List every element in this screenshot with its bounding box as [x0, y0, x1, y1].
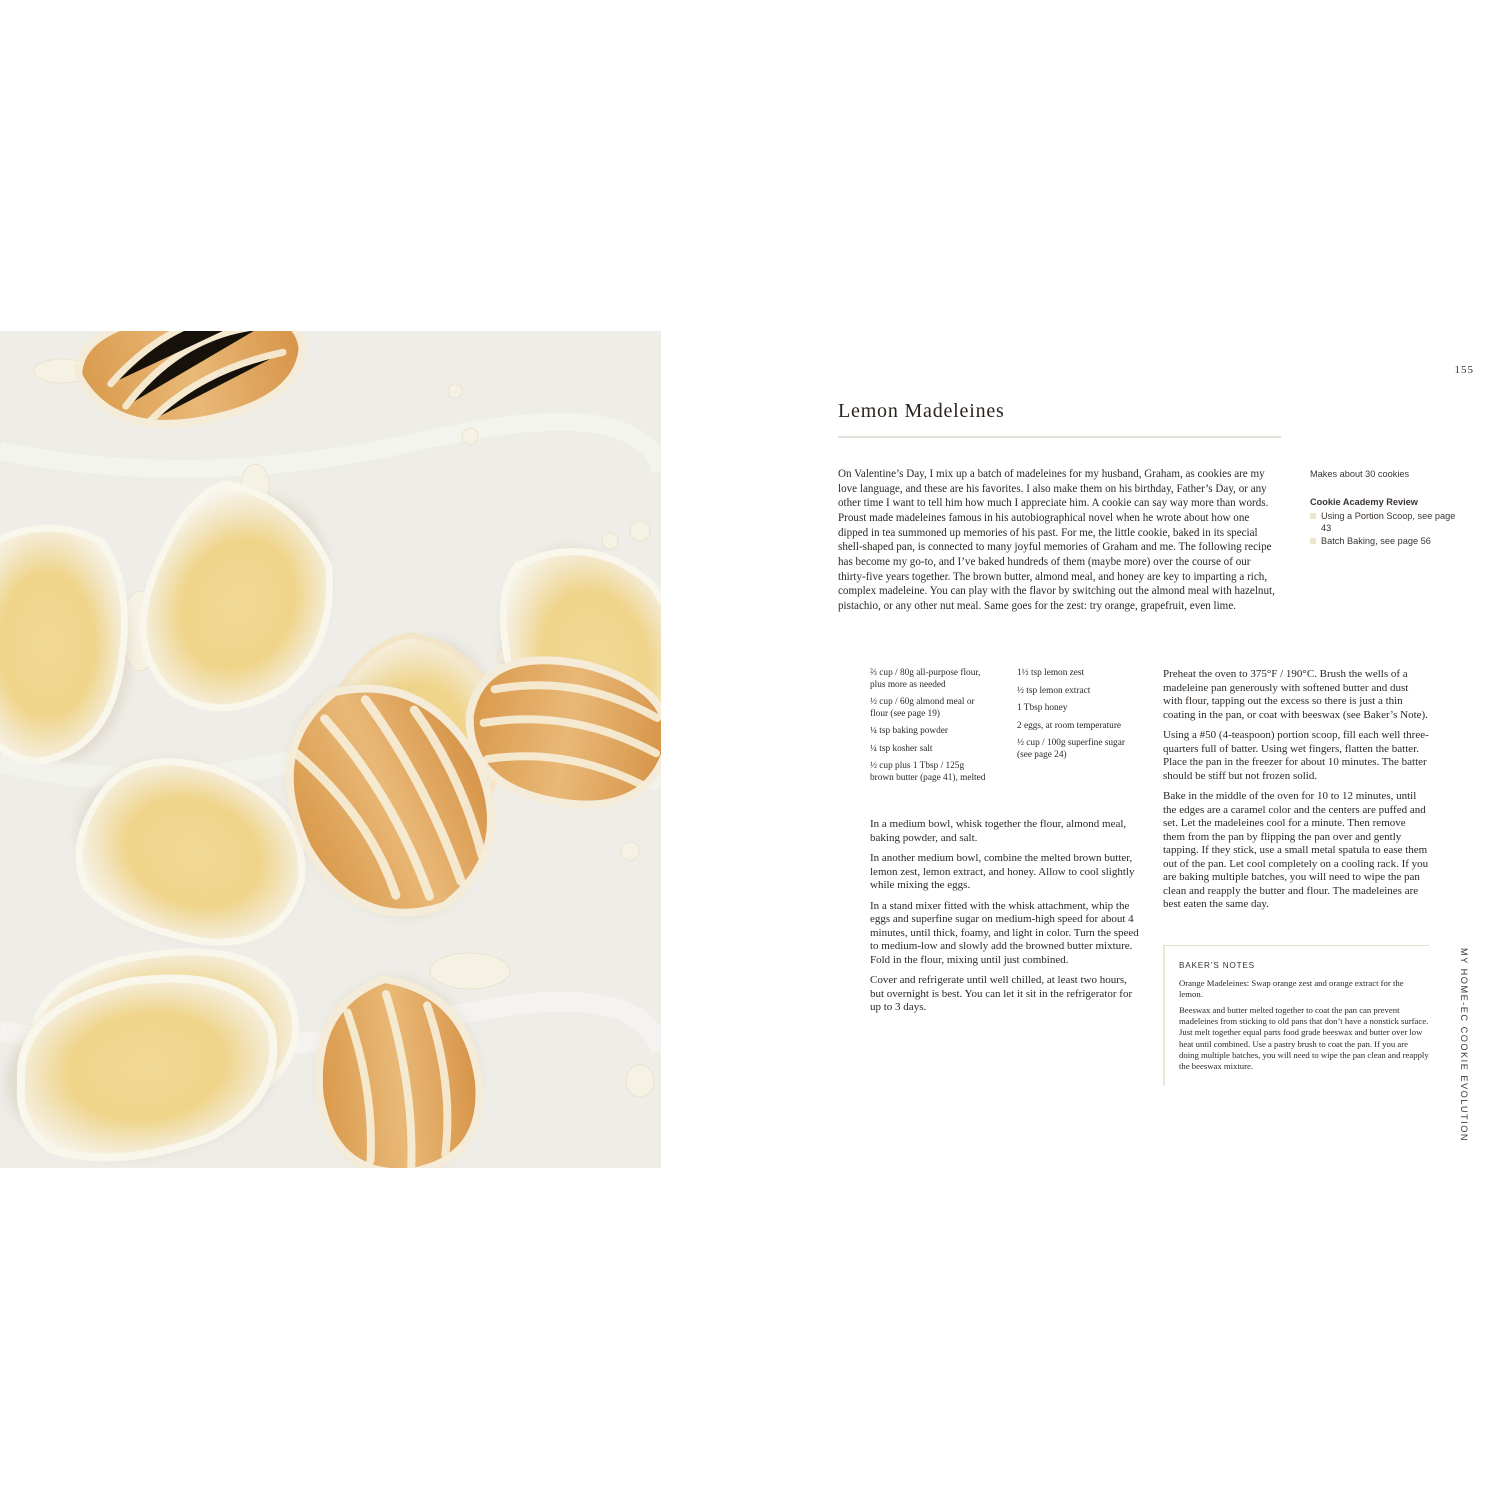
title-divider — [838, 436, 1281, 438]
review-title: Cookie Academy Review — [1310, 497, 1418, 507]
ingredient: 1 Tbsp honey — [1017, 703, 1068, 713]
madeleines-illustration — [0, 331, 661, 1168]
ingredient: ½ cup plus 1 Tbsp / 125g brown butter (page 41), melted — [870, 761, 986, 783]
bakers-notes-box — [1163, 946, 1429, 1086]
square-bullet-icon — [1310, 513, 1316, 519]
method-step: In a stand mixer fitted with the whisk attachment, whip the eggs and superfine sugar on medium-high speed for about 4 minutes, until thick, foamy, and light in color. Turn the speed to medium-low and slowly add the browned butter mixture. Fold in the flour, mixing until just combined. — [870, 899, 1139, 966]
bakers-note: Orange Madeleines: Swap orange zest and orange extract for the lemon. — [1179, 978, 1404, 1000]
running-head-text: MY HOME-EC COOKIE EVOLUTION — [1459, 948, 1469, 1142]
method-steps-left — [870, 818, 1140, 1022]
bakers-note: Beeswax and butter melted together to coat the pan can prevent madeleines from sticking to old pans that don’t have a nonstick surface. Just melt together equal parts food grade beeswax and butter over low heat until combined. Use a pastry brush to coat the pan. If you are doing multiple batches, you will need to wipe the pan clean and reapply the beeswax mixture. — [1179, 1005, 1429, 1071]
method-step: In a medium bowl, whisk together the flour, almond meal, baking powder, and salt. — [870, 818, 1127, 844]
bakers-notes-title: BAKER’S NOTES — [1179, 961, 1255, 970]
method-steps-right — [1163, 668, 1429, 919]
method-step: Bake in the middle of the oven for 10 to 12 minutes, until the edges are a caramel color and the centers are puffed and set. Let the madeleines cool for a minute. Then remove them from the pan by flipping the pan over and gently tapping. If they stick, use a small metal spatula to ease them out of the pan. Let cool completely on a cooling rack. If you are baking multiple batches, you will need to wipe the pan clean and reapply the butter and flour. The madeleines are best eaten the same day. — [1163, 790, 1429, 910]
method-step: Using a #50 (4-teaspoon) portion scoop, fill each well three-quarters full of batter. Using wet fingers, flatten the batter. Place the pan in the freezer for about 10 minutes. The batter should be stiff but not frozen solid. — [1163, 729, 1429, 782]
madeleines-photo — [0, 331, 661, 1168]
review-item: Batch Baking, see page 56 — [1310, 535, 1460, 547]
recipe-intro: On Valentine’s Day, I mix up a batch of madeleines for my husband, Graham, as cookies are my love language, and these are his favorites. I also make them on his birthday, Father’s Day, or any other time I want to tell him how much I appreciate him. A cookie can say way more than words. Proust made madeleines famous in his autobiographical novel when he wrote about how one dipped in tea summoned up memories of his past. For me, the little cookie, baked in its special shell-shaped pan, is connected to many joyful memories of Graham and me. The following recipe has become my go-to, and I’ve baked hundreds of them (maybe more) over the course of our thirty-five years together. The brown butter, almond meal, and honey are key to imparting a rich, complex madeleine. You can play with the flavor by switching out the almond meal with hazelnut, pistachio, or any other nut meal. Same goes for the zest: try orange, grapefruit, even lime. — [838, 468, 1275, 612]
ingredient: 2 eggs, at room temperature — [1017, 720, 1122, 731]
square-bullet-icon — [1310, 538, 1316, 544]
method-step: Cover and refrigerate until well chilled, at least two hours, but overnight is best. You can let it sit in the refrigerator for up to 3 days. — [870, 974, 1133, 1013]
ingredient: ½ tsp lemon extract — [1017, 685, 1091, 696]
ingredient: ¼ tsp kosher salt — [870, 743, 933, 754]
recipe-sidebar — [1310, 469, 1460, 548]
recipe-yield: Makes about 30 cookies — [1310, 469, 1410, 479]
recipe-title: Lemon Madeleines — [838, 400, 1005, 422]
ingredient: ¼ tsp baking powder — [870, 726, 948, 736]
page-number: 155 — [1454, 364, 1474, 376]
ingredient: ½ cup / 60g almond meal or flour (see page 19) — [870, 697, 975, 719]
ingredients-column-1 — [870, 668, 990, 790]
review-list — [1310, 510, 1460, 547]
method-step: In another medium bowl, combine the melted brown butter, lemon zest, lemon extract, and honey. Allow to cool slightly while mixing the eggs. — [870, 852, 1135, 891]
ingredient: ½ cup / 100g superfine sugar (see page 24) — [1017, 738, 1125, 760]
ingredient: ⅔ cup / 80g all-purpose flour, plus more as needed — [870, 668, 981, 690]
ingredient: 1½ tsp lemon zest — [1017, 668, 1085, 678]
review-item: Using a Portion Scoop, see page 43 — [1310, 510, 1460, 534]
running-head — [1457, 948, 1469, 1142]
method-step: Preheat the oven to 375°F / 190°C. Brush the wells of a madeleine pan generously with softened butter and dust with flour, tapping out the excess so there is just a thin coating in the pan, or coat with beeswax (see Baker’s Note). — [1163, 668, 1428, 721]
ingredients-column-2 — [1017, 668, 1142, 767]
